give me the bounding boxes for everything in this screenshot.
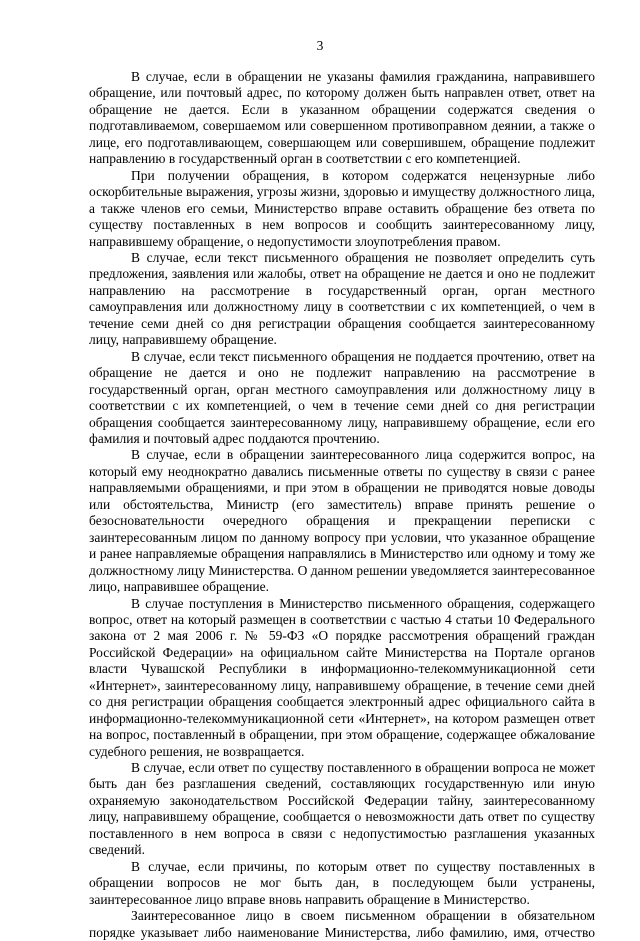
page-number: 3 <box>316 38 324 53</box>
paragraph-reasons-eliminated: В случае, если причины, по которым ответ по существу поставленных в обращении вопросов не мог быть дан, в последующем были устранены, заинтересованное лицо вправе вновь направить обращение в Министерство. <box>89 858 595 907</box>
paragraph-answer-published-online: В случае поступления в Министерство письменного обращения, содержащего вопрос, ответ на который размещен в соответствии с частью 4 статьи 10 Федерального закона от 2 мая 2006 г. № 59-ФЗ «О порядке рассмотрения обращений граждан Российской Федерации» на официальном сайте Министерства на Портале органов власти Чувашской Республики в информационно-телекоммуникационной сети «Интернет», заинтересованному лицу, направившему обращение, в течение семи дней со дня регистрации обращения сообщается электронный адрес официального сайта в информационно-телекоммуникационной сети «Интернет», на котором размещен ответ на вопрос, поставленный в обращении, при этом обращение, содержащее обжалование судебного решения, не возвращается. <box>89 595 595 759</box>
paragraph-no-name-or-address: В случае, если в обращении не указаны фамилия гражданина, направившего обращение, или почтовый адрес, по которому должен быть направлен ответ, ответ на обращение не дается. Если в указанном обращении содержатся сведения о подготавливаемом, совершаемом или совершенном противоправном деянии, а также о лице, его подготавливающем, совершающем или совершившем, обращение подлежит направлению в государственный орган в соответствии с его компетенцией. <box>89 69 595 167</box>
paragraph-mandatory-details: Заинтересованное лицо в своем письменном обращении в обязательном порядке указывает либо наименование Министерства, либо фамилию, имя, отчество <box>89 908 595 940</box>
paragraph-offensive-language: При получении обращения, в котором содержатся нецензурные либо оскорбительные выражения, угрозы жизни, здоровью и имуществу должностного лица, а также членов его семьи, Министерство вправе оставить обращение без ответа по существу поставленных в нем вопросов и сообщить заинтересованному лицу, направившему обращение, о недопустимости злоупотребления правом. <box>89 167 595 249</box>
document-body <box>89 69 595 941</box>
paragraph-unreadable-text: В случае, если текст письменного обращения не поддается прочтению, ответ на обращение не дается и оно не подлежит направлению на рассмотрение в государственный орган, орган местного самоуправления или должностному лицу в соответствии с их компетенцией, о чем в течение семи дней со дня регистрации обращения сообщается заинтересованному лицу, направившему обращение, если его фамилия и почтовый адрес поддаются прочтению. <box>89 348 595 446</box>
paragraph-state-secret: В случае, если ответ по существу поставленного в обращении вопроса не может быть дан без разглашения сведений, составляющих государственную или иную охраняемую законодательством Российской Федерации тайну, заинтересованному лицу, направившему обращение, сообщается о невозможности дать ответ по существу поставленного в нем вопроса в связи с недопустимостью разглашения указанных сведений. <box>89 760 595 858</box>
paragraph-undefined-essence: В случае, если текст письменного обращения не позволяет определить суть предложения, заявления или жалобы, ответ на обращение не дается и оно не подлежит направлению на рассмотрение в государственный орган, орган местного самоуправления или должностному лицу в соответствии с их компетенцией, о чем в течение семи дней со дня регистрации обращения сообщается заинтересованному лицу, направившему обращение. <box>89 249 595 348</box>
paragraph-repeated-question: В случае, если в обращении заинтересованного лица содержится вопрос, на который ему неоднократно давались письменные ответы по существу в связи с ранее направляемыми обращениями, и при этом в обращении не приводятся новые доводы или обстоятельства, Министр (его заместитель) вправе принять решение о безосновательности очередного обращения и прекращении переписки с заинтересованным лицом по данному вопросу при условии, что указанное обращение и ранее направляемые обращения направлялись в Министерство или одному и тому же должностному лицу Министерства. О данном решении уведомляется заинтересованное лицо, направившее обращение. <box>89 447 595 595</box>
